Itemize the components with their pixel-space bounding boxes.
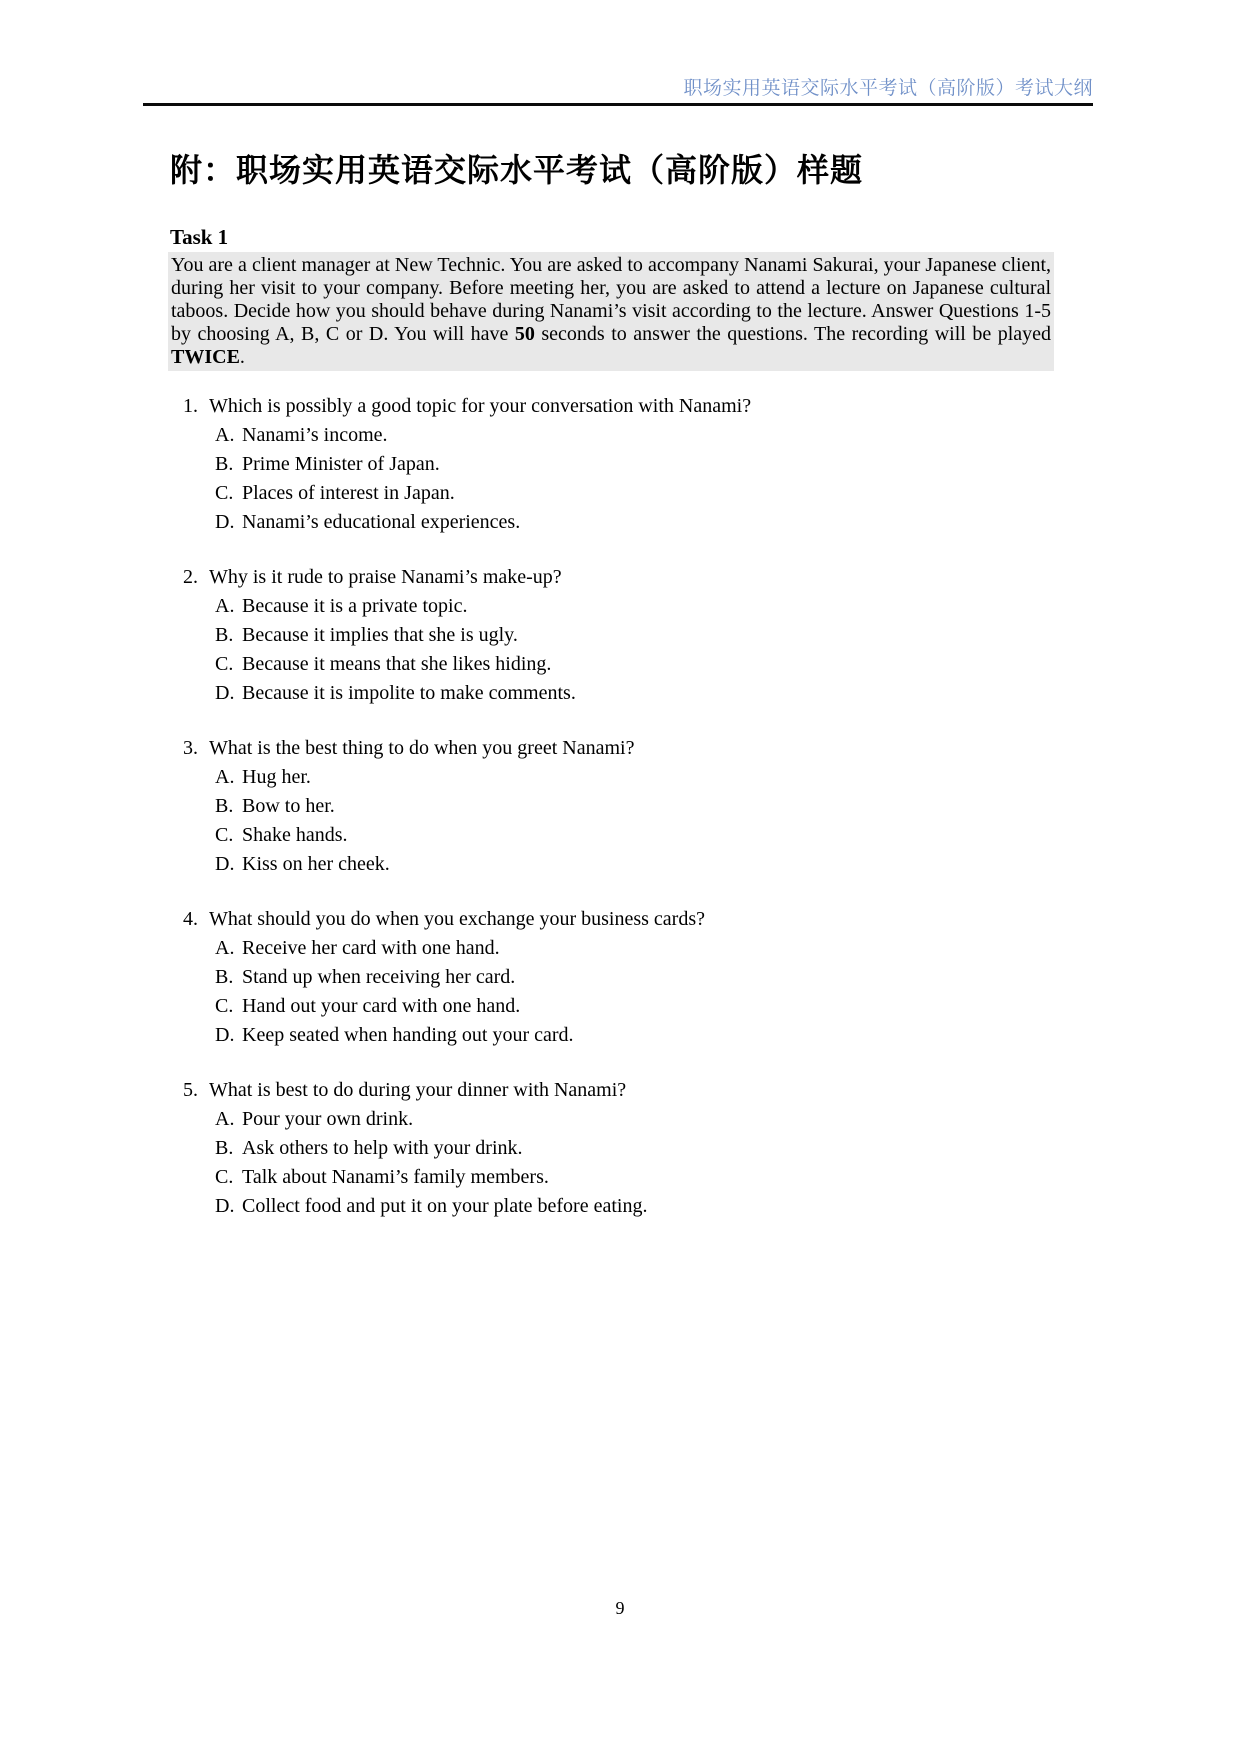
- option-text: Kiss on her cheek.: [242, 853, 390, 875]
- option-item: [215, 821, 1063, 850]
- option-label: D.: [215, 511, 235, 533]
- option-item: [215, 621, 1063, 650]
- option-label: A.: [215, 937, 235, 959]
- intro-bold-segment: 50: [514, 323, 535, 345]
- option-item: [215, 763, 1063, 792]
- option-item: [215, 1192, 1063, 1221]
- option-item: [215, 1021, 1063, 1050]
- question-head: [183, 392, 1063, 421]
- option-item: [215, 1105, 1063, 1134]
- option-label: C.: [215, 653, 234, 675]
- option-label: B.: [215, 795, 234, 817]
- question-text: Why is it rude to praise Nanami’s make-up?: [209, 566, 562, 588]
- question-item: [183, 734, 1063, 879]
- option-label: C.: [215, 824, 234, 846]
- option-item: [215, 479, 1063, 508]
- option-label: B.: [215, 624, 234, 646]
- question-number: 5.: [183, 1079, 198, 1101]
- page-header: [143, 78, 1093, 106]
- option-item: [215, 963, 1063, 992]
- option-text: Nanami’s educational experiences.: [242, 511, 521, 533]
- question-text: What should you do when you exchange your business cards?: [209, 908, 705, 930]
- option-item: [215, 679, 1063, 708]
- task-label: Task 1: [170, 225, 229, 249]
- option-label: C.: [215, 1166, 234, 1188]
- option-label: A.: [215, 595, 235, 617]
- header-rule: [143, 103, 1093, 106]
- question-text: What is best to do during your dinner with Nanami?: [209, 1079, 627, 1101]
- option-text: Ask others to help with your drink.: [242, 1137, 523, 1159]
- option-item: [215, 1163, 1063, 1192]
- option-text: Prime Minister of Japan.: [242, 453, 440, 475]
- option-item: [215, 1134, 1063, 1163]
- option-label: D.: [215, 853, 235, 875]
- option-label: B.: [215, 966, 234, 988]
- option-label: D.: [215, 1024, 235, 1046]
- option-text: Bow to her.: [242, 795, 335, 817]
- question-number: 3.: [183, 737, 198, 759]
- option-item: [215, 650, 1063, 679]
- option-item: [215, 450, 1063, 479]
- question-item: [183, 392, 1063, 537]
- option-text: Nanami’s income.: [242, 424, 388, 446]
- intro-segment: You are a client manager at New Technic. You are asked to accompany Nanami Sakurai, your Japanese client, during her visit to your company. Before meeting her, you are asked to attend a lecture on Japanese cultural taboos. Decide how you should behave during Nanami’s visit according to the lecture. Answer Questions 1-5 by choosing A, B, C or D. You will have: [171, 254, 1051, 345]
- option-label: B.: [215, 1137, 234, 1159]
- option-label: B.: [215, 453, 234, 475]
- question-head: [183, 1076, 1063, 1105]
- option-text: Places of interest in Japan.: [242, 482, 455, 504]
- option-label: D.: [215, 1195, 235, 1217]
- option-text: Collect food and put it on your plate before eating.: [242, 1195, 648, 1217]
- question-head: [183, 563, 1063, 592]
- option-text: Hand out your card with one hand.: [242, 995, 521, 1017]
- option-label: C.: [215, 995, 234, 1017]
- option-label: A.: [215, 1108, 235, 1130]
- question-number: 4.: [183, 908, 198, 930]
- question-number: 1.: [183, 395, 198, 417]
- option-item: [215, 421, 1063, 450]
- option-label: A.: [215, 424, 235, 446]
- question-list: [183, 392, 1063, 1247]
- option-text: Pour your own drink.: [242, 1108, 414, 1130]
- question-head: [183, 905, 1063, 934]
- option-item: [215, 592, 1063, 621]
- question-item: [183, 1076, 1063, 1221]
- page-number: 9: [615, 1598, 625, 1618]
- option-text: Receive her card with one hand.: [242, 937, 500, 959]
- question-item: [183, 905, 1063, 1050]
- intro-bold-segment: TWICE: [171, 346, 240, 368]
- option-item: [215, 850, 1063, 879]
- doc-header-title: 职场实用英语交际水平考试（高阶版）考试大纲: [683, 78, 1093, 99]
- question-item: [183, 563, 1063, 708]
- option-item: [215, 934, 1063, 963]
- option-text: Because it is impolite to make comments.: [242, 682, 576, 704]
- option-text: Because it means that she likes hiding.: [242, 653, 552, 675]
- option-item: [215, 992, 1063, 1021]
- option-text: Because it is a private topic.: [242, 595, 468, 617]
- question-head: [183, 734, 1063, 763]
- option-text: Hug her.: [242, 766, 311, 788]
- page-title: 附：职场实用英语交际水平考试（高阶版）样题: [170, 152, 864, 188]
- question-text: What is the best thing to do when you greet Nanami?: [209, 737, 635, 759]
- option-label: A.: [215, 766, 235, 788]
- option-item: [215, 792, 1063, 821]
- option-label: C.: [215, 482, 234, 504]
- option-text: Stand up when receiving her card.: [242, 966, 516, 988]
- task-intro-paragraph: [168, 252, 1054, 371]
- option-text: Because it implies that she is ugly.: [242, 624, 518, 646]
- intro-segment: seconds to answer the questions. The recording will be played: [534, 323, 1052, 345]
- option-text: Keep seated when handing out your card.: [242, 1024, 574, 1046]
- option-item: [215, 508, 1063, 537]
- intro-segment: .: [239, 346, 245, 368]
- question-number: 2.: [183, 566, 198, 588]
- question-text: Which is possibly a good topic for your conversation with Nanami?: [209, 395, 752, 417]
- option-text: Talk about Nanami’s family members.: [242, 1166, 549, 1188]
- option-text: Shake hands.: [242, 824, 348, 846]
- option-label: D.: [215, 682, 235, 704]
